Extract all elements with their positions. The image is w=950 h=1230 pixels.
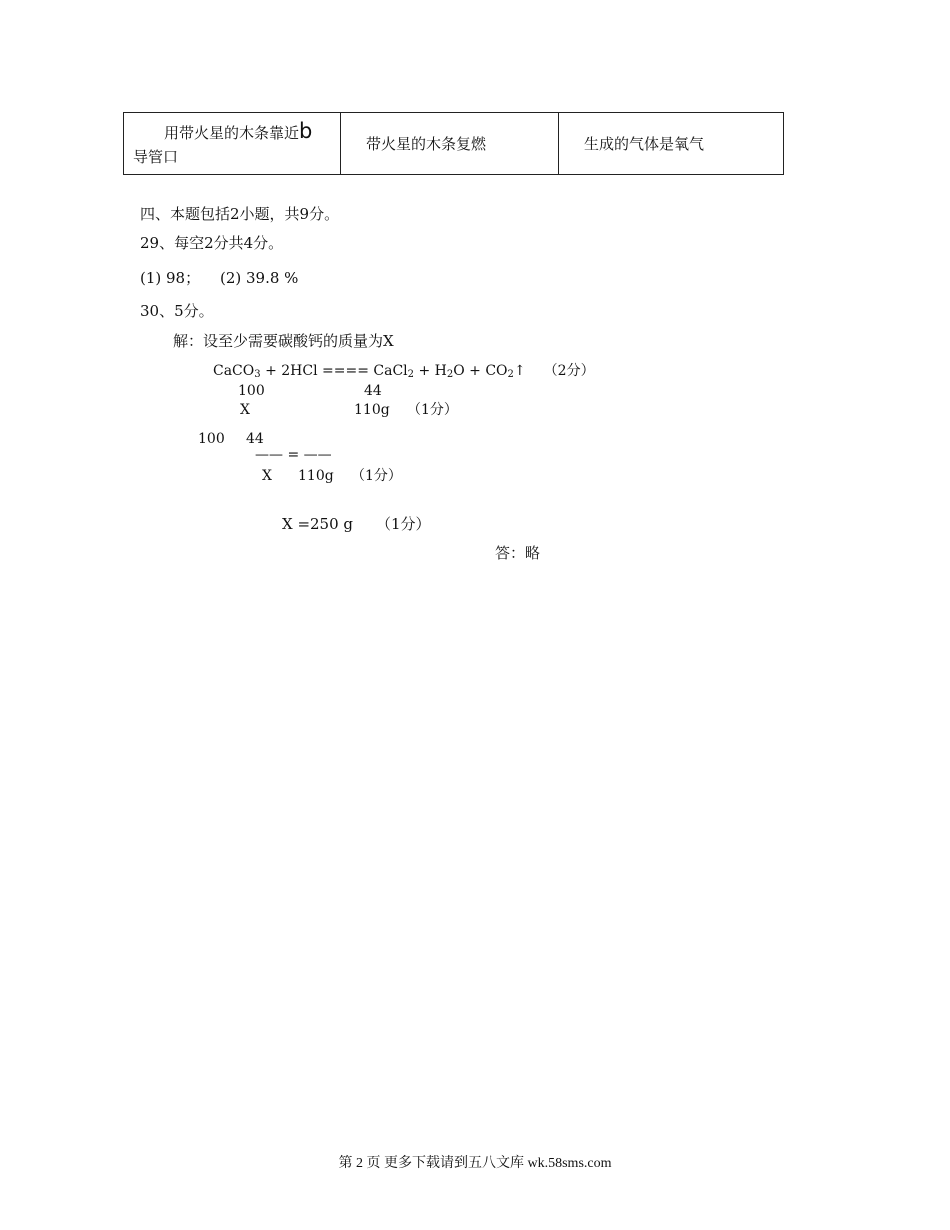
mass-right-top: 44 <box>364 383 382 399</box>
score-2: （1分） <box>407 402 458 418</box>
operation-text: 用带火星的木条靠近 <box>164 123 300 142</box>
q30-solution-intro: 解：设至少需要碳酸钙的质量为X <box>173 332 394 350</box>
q29-title: 29、每空2分共4分。 <box>140 234 284 252</box>
table-cell-phenomenon <box>341 113 559 175</box>
mass-left-top: 100 <box>238 383 265 399</box>
table-cell-operation <box>124 113 341 175</box>
result-line: X =250 g <box>282 515 354 533</box>
q29-answer-1: (1) 98； <box>140 269 201 287</box>
score-3: （1分） <box>351 468 402 484</box>
page-footer: 第 2 页 更多下载请到五八文库 wk.58sms.com <box>338 1156 612 1171</box>
ratio-den-right: 110g <box>298 468 334 484</box>
conclusion-text: 生成的气体是氧气 <box>584 135 705 153</box>
score-4: （1分） <box>376 515 431 533</box>
var-left: X <box>240 402 250 418</box>
gas-arrow-icon: ↑ <box>513 363 526 379</box>
table-row <box>124 113 784 175</box>
operation-text-line2: 导管口 <box>133 147 179 166</box>
q30-title: 30、5分。 <box>140 302 214 320</box>
section-four-heading: 四、本题包括2小题，共9分。 <box>140 205 340 223</box>
ratio-den-left: X <box>262 468 272 484</box>
answer-table <box>123 112 784 175</box>
ratio-fraction-line: —— = —— <box>255 447 332 463</box>
operation-letter-b: b <box>299 118 313 143</box>
var-right: 110g <box>354 402 390 418</box>
table-cell-conclusion <box>559 113 784 175</box>
q29-answer-2: (2) 39.8 % <box>220 269 299 287</box>
phenomenon-text: 带火星的木条复燃 <box>366 135 487 153</box>
ratio-num-right: 44 <box>246 431 264 447</box>
answer-omitted: 答：略 <box>495 544 541 562</box>
equation-score: （2分） <box>543 363 595 379</box>
chemical-equation: CaCO$_3$ + 2HCl ==== CaCl$_2$ + $H_2O$ + $CO_2↑$ （2分） <box>213 363 595 380</box>
ratio-num-left: 100 <box>198 431 225 447</box>
